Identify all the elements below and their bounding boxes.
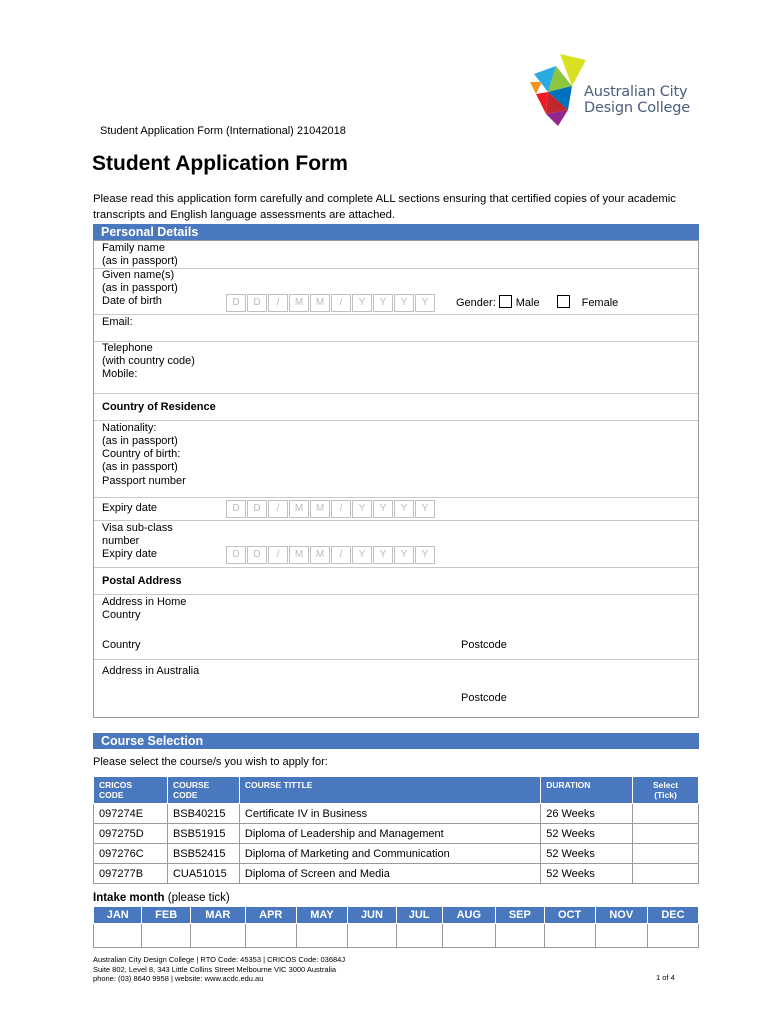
dob-input[interactable]: D D / M M / Y Y Y Y	[226, 294, 436, 312]
month-sep: SEP	[496, 907, 544, 924]
tick-cell[interactable]	[496, 924, 544, 948]
table-row: 097276C BSB52415 Diploma of Marketing and Communication 52 Weeks	[94, 844, 699, 864]
tick-cell[interactable]	[595, 924, 647, 948]
tick-cell[interactable]	[544, 924, 595, 948]
page-title: Student Application Form	[92, 152, 348, 175]
table-row: 097274E BSB40215 Certificate IV in Business 26 Weeks	[94, 804, 699, 824]
col-duration: DURATION	[541, 777, 633, 804]
country-label: Country	[102, 639, 141, 651]
personal-details-box	[93, 240, 699, 718]
form-id: Student Application Form (International) 21042018	[100, 125, 346, 137]
intake-table	[93, 906, 699, 948]
telephone-label: Telephone (with country code)	[102, 342, 195, 367]
page-number: 1 of 4	[656, 973, 675, 982]
tick-cell[interactable]	[245, 924, 296, 948]
postcode-australia-label: Postcode	[461, 692, 507, 704]
email-label: Email:	[102, 316, 133, 328]
intake-month-label: Intake month (please tick)	[93, 892, 230, 904]
tick-cell[interactable]	[647, 924, 698, 948]
mobile-label: Mobile:	[102, 368, 138, 380]
course-table	[93, 776, 699, 884]
family-name-label: Family name (as in passport)	[102, 242, 178, 267]
tick-cell[interactable]	[396, 924, 442, 948]
passport-expiry-input[interactable]: D D / M M / Y Y Y Y	[226, 500, 436, 518]
country-birth-label: Country of birth: (as in passport)	[102, 448, 181, 473]
select-cell[interactable]	[633, 844, 699, 864]
month-dec: DEC	[647, 907, 698, 924]
logo-line-2: Design College	[584, 100, 690, 116]
intake-months-header	[94, 907, 699, 924]
gender-field: Gender: Male Female	[456, 297, 619, 309]
footer	[93, 955, 653, 984]
month-jul: JUL	[396, 907, 442, 924]
bird-logo-icon	[528, 52, 588, 130]
male-checkbox[interactable]	[499, 295, 512, 308]
table-row: 097275D BSB51915 Diploma of Leadership and Management 52 Weeks	[94, 824, 699, 844]
col-select: Select (Tick)	[633, 777, 699, 804]
visa-subclass-label: Visa sub-class number	[102, 522, 173, 547]
select-cell[interactable]	[633, 864, 699, 884]
month-may: MAY	[296, 907, 347, 924]
footer-line-3: phone: (03) 8640 9958 | website: www.acdc.edu.au	[93, 974, 264, 983]
month-feb: FEB	[142, 907, 190, 924]
tick-cell[interactable]	[94, 924, 142, 948]
tick-cell[interactable]	[142, 924, 190, 948]
month-oct: OCT	[544, 907, 595, 924]
footer-line-2: Suite 802, Level 8, 343 Little Collins Street Melbourne VIC 3000 Australia	[93, 964, 337, 974]
address-australia-label: Address in Australia	[102, 665, 200, 677]
course-table-header	[94, 777, 699, 804]
postal-address-label: Postal Address	[102, 575, 182, 587]
intake-tick-row	[94, 924, 699, 948]
col-course-title: COURSE TITTLE	[239, 777, 540, 804]
month-jun: JUN	[348, 907, 396, 924]
table-row: 097277B CUA51015 Diploma of Screen and Media 52 Weeks	[94, 864, 699, 884]
passport-number-label: Passport number	[102, 475, 186, 487]
logo-text	[584, 84, 690, 116]
college-logo	[528, 52, 698, 132]
month-jan: JAN	[94, 907, 142, 924]
course-selection-heading: Course Selection	[93, 733, 699, 749]
postcode-label: Postcode	[461, 639, 507, 651]
tick-cell[interactable]	[296, 924, 347, 948]
col-course-code: COURSE CODE	[167, 777, 239, 804]
visa-expiry-label: Expiry date	[102, 548, 158, 560]
select-cell[interactable]	[633, 804, 699, 824]
nationality-label: Nationality: (as in passport)	[102, 422, 178, 447]
tick-cell[interactable]	[190, 924, 245, 948]
col-cricos-code: CRICOS CODE	[94, 777, 168, 804]
tick-cell[interactable]	[348, 924, 396, 948]
given-name-label: Given name(s) (as in passport)	[102, 269, 178, 294]
personal-details-heading: Personal Details	[93, 224, 699, 240]
select-cell[interactable]	[633, 824, 699, 844]
month-mar: MAR	[190, 907, 245, 924]
logo-line-1: Australian City	[584, 84, 688, 100]
country-residence-label: Country of Residence	[102, 401, 216, 413]
address-home-label: Address in Home Country	[102, 596, 187, 621]
tick-cell[interactable]	[442, 924, 496, 948]
month-aug: AUG	[442, 907, 496, 924]
month-apr: APR	[245, 907, 296, 924]
female-checkbox[interactable]	[557, 295, 570, 308]
course-instruction: Please select the course/s you wish to apply for:	[93, 756, 328, 768]
expiry-date-label: Expiry date	[102, 502, 158, 514]
dob-label: Date of birth	[102, 295, 162, 307]
intro-text: Please read this application form carefully and complete ALL sections ensuring that certified copies of your academic transcripts and English language assessments are attached.	[93, 193, 676, 221]
footer-line-1: Australian City Design College | RTO Code: 45353 | CRICOS Code: 03684J	[93, 955, 346, 964]
visa-expiry-input[interactable]: D D / M M / Y Y Y Y	[226, 546, 436, 564]
month-nov: NOV	[595, 907, 647, 924]
